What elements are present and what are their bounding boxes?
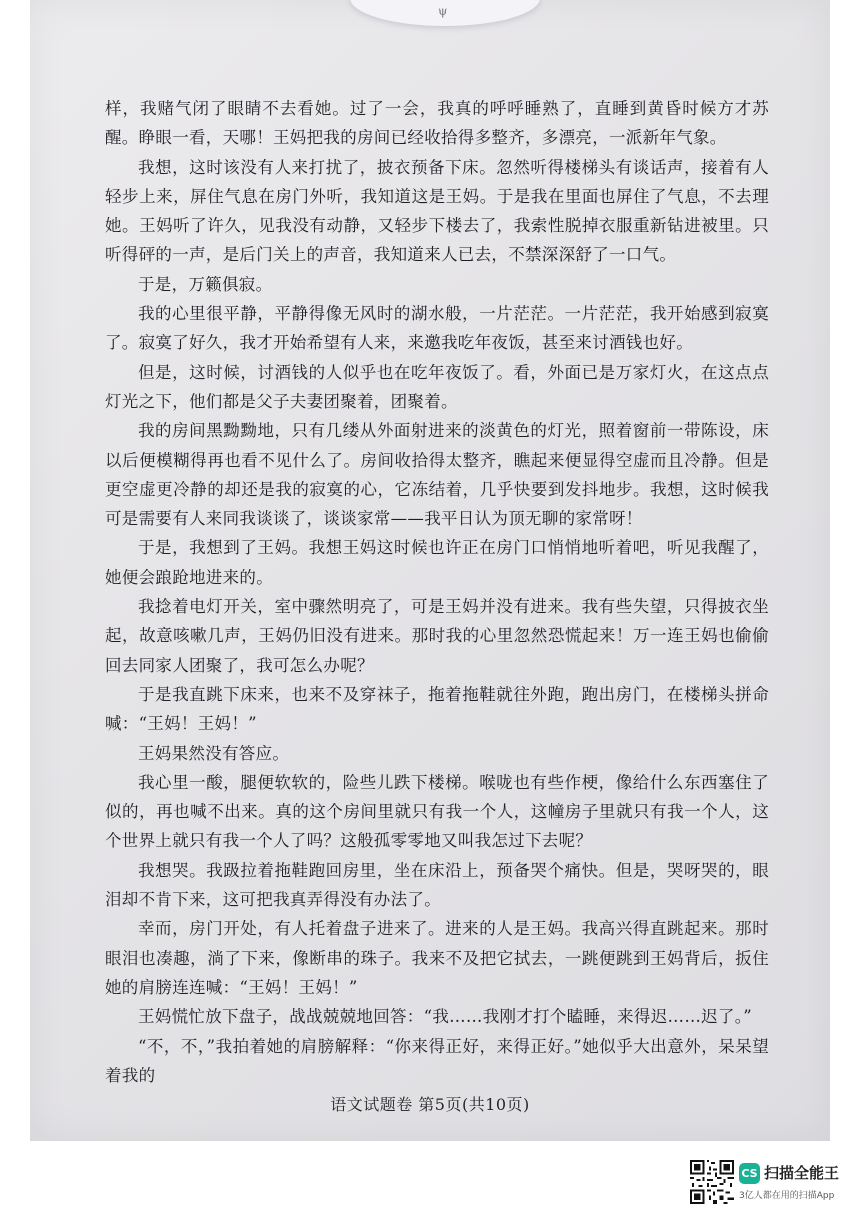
paragraph: 王妈慌忙放下盘子，战战兢兢地回答：“我……我刚才打个瞌睡，来得迟……迟了。” [138, 1007, 753, 1027]
paragraph: 我想哭。我趿拉着拖鞋跑回房里，坐在床沿上，预备哭个痛快。但是，哭呀哭的，眼泪却不肯下来，这可把我真弄得没有办法了。 [105, 860, 769, 910]
scanned-page [30, 0, 830, 1141]
clip-mark: ψ [438, 4, 448, 18]
paragraph: 于是，万籁俱寂。 [138, 274, 273, 294]
app-name: 扫描全能王 [764, 1164, 840, 1182]
passage-text [105, 94, 769, 1090]
paragraph: 我的心里很平静，平静得像无风时的湖水般，一片茫茫。一片茫茫，我开始感到寂寞了。寂寞了好久，我才开始希望有人来，来邀我吃年夜饭，甚至来讨酒钱也好。 [105, 304, 769, 353]
qr-code-icon [690, 1160, 734, 1204]
paragraph: 于是我直跳下床来，也来不及穿袜子，拖着拖鞋就往外跑，跑出房门，在楼梯头拼命喊：“王妈！王妈！” [105, 684, 769, 734]
paragraph: 幸而，房门开处，有人托着盘子进来了。进来的人是王妈。我高兴得直跳起来。那时眼泪也凑趣，淌了下来，像断串的珠子。我来不及把它拭去，一跳便跳到王妈背后，扳住她的肩膀连连喊：“王妈！王妈！” [105, 919, 769, 997]
paragraph: 王妈果然没有答应。 [138, 743, 290, 763]
paragraph: 我想，这时该没有人来打扰了，披衣预备下床。忽然听得楼梯头有谈话声，接着有人轻步上来，屏住气息在房门外听，我知道这是王妈。于是我在里面也屏住了气息，不去理她。王妈听了许久，见我没有动静，又轻步下楼去了，我索性脱掉衣服重新钻进被里。只听得砰的一声，是后门关上的声音，我知道来人已去，不禁深深舒了一口气。 [105, 157, 769, 265]
paragraph: 我的房间黑黝黝地，只有几缕从外面射进来的淡黄色的灯光，照着窗前一带陈设，床以后便模糊得再也看不见什么了。房间收拾得太整齐，瞧起来便显得空虚而且冷静。但是更空虚更冷静的却还是我的寂寞的心，它冻结着，几乎快要到发抖地步。我想，这时候我可是需要有人来同我谈谈了，谈谈家常——我平日认为顶无聊的家常呀！ [105, 421, 769, 529]
paragraph: 但是，这时候，讨酒钱的人似乎也在吃年夜饭了。看，外面已是万家灯火，在这点点灯光之下，他们都是父子夫妻团聚着，团聚着。 [105, 362, 769, 411]
paragraph: 我捻着电灯开关，室中骤然明亮了，可是王妈并没有进来。我有些失望，只得披衣坐起，故意咳嗽几声，王妈仍旧没有进来。那时我的心里忽然恐慌起来！万一连王妈也偷偷回去同家人团聚了，我可怎么办呢？ [105, 597, 769, 675]
paragraph: “不，不，”我拍着她的肩膀解释：“你来得正好，来得正好。”她似乎大出意外，呆呆望着我的 [105, 1036, 769, 1085]
page-number-footer: 语文试题卷 第5页(共10页) [330, 1095, 530, 1114]
paragraph: 我心里一酸，腿便软软的，险些儿跌下楼梯。喉咙也有些作梗，像给什么东西塞住了似的，再也喊不出来。真的这个房间里就只有我一个人，这幢房子里就只有我一个人，这个世界上就只有我一个人了吗？这般孤零零地又叫我怎过下去呢？ [105, 772, 769, 851]
app-tagline: 3亿人都在用的扫描App [739, 1191, 835, 1201]
paragraph: 样，我赌气闭了眼睛不去看她。过了一会，我真的呼呼睡熟了，直睡到黄昏时候方才苏醒。睁眼一看，天哪！王妈把我的房间已经收拾得多整齐，多漂亮，一派新年气象。 [105, 99, 769, 148]
paragraph: 于是，我想到了王妈。我想王妈这时候也许正在房门口悄悄地听着吧，听见我醒了，她便会踉跄地进来的。 [105, 538, 769, 587]
top-binder-clip [350, 0, 540, 26]
scanner-app-badge [690, 1160, 850, 1210]
cs-logo-icon: CS [739, 1163, 760, 1184]
